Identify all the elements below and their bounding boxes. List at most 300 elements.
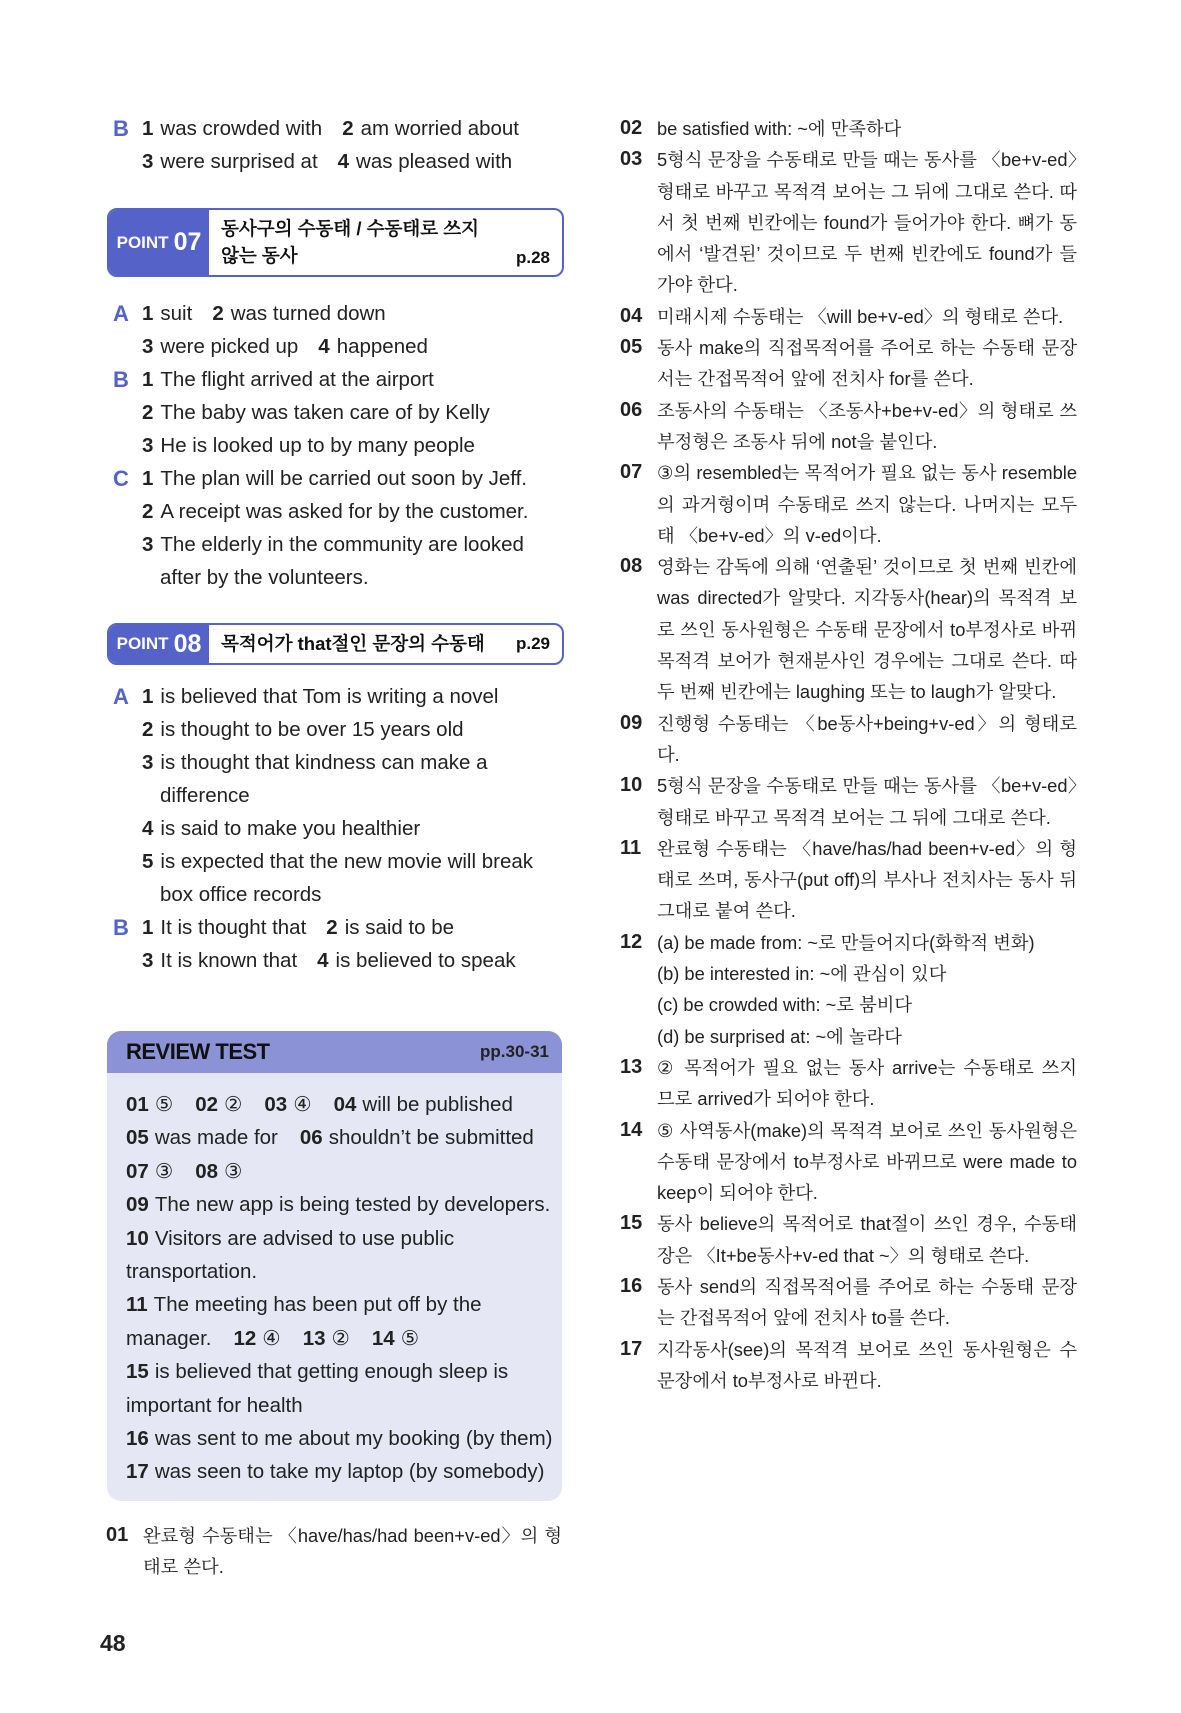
item-number: 03 <box>264 1093 288 1116</box>
answer-row <box>126 1455 562 1488</box>
explanation-line: 조동사의 수동태는 〈조동사+be+v-ed〉의 형태로 쓰 <box>657 399 1077 421</box>
answer-item <box>142 751 487 774</box>
item-number: 1 <box>142 685 154 708</box>
item-number: 14 <box>371 1326 395 1350</box>
answer-row <box>126 1121 562 1154</box>
item-text: important for health <box>126 1393 303 1417</box>
explanation-number: 02 <box>620 117 643 139</box>
explanation-item <box>620 1115 1077 1209</box>
explanation-item <box>620 1208 1077 1271</box>
item-text: The plan will be carried out soon by Jeff. <box>160 467 527 490</box>
item-text: ③ <box>224 1159 243 1183</box>
answer-line <box>142 713 484 746</box>
item-text: is expected that the new movie will break <box>160 850 534 873</box>
answer-line <box>142 911 474 944</box>
explanation-number: 07 <box>620 461 643 484</box>
explanation-line: (d) be surprised at: ~에 놀라다 <box>657 1025 902 1047</box>
item-number: 07 <box>126 1159 149 1183</box>
explanation-line: (b) be interested in: ~에 관심이 있다 <box>657 963 947 985</box>
answer-row <box>113 812 563 845</box>
point-label: POINT <box>116 232 169 252</box>
explanation-line: 서는 간접목적어 앞에 전치사 for를 쓴다. <box>657 368 974 390</box>
page-reference: p.29 <box>515 634 550 653</box>
item-number: 2 <box>142 500 154 523</box>
answer-item <box>142 150 318 173</box>
item-number: 13 <box>302 1326 326 1350</box>
answer-line <box>126 1227 476 1250</box>
item-number: 3 <box>142 434 154 457</box>
answer-item <box>160 784 250 807</box>
item-number: 09 <box>126 1193 149 1217</box>
item-text: manager. <box>126 1326 212 1350</box>
answer-item <box>126 1160 173 1183</box>
explanation-line: ③의 resembled는 목적어가 필요 없는 동사 resemble <box>657 462 1077 484</box>
explanation-text <box>657 332 1077 395</box>
explanation-number: 01 <box>106 1524 129 1546</box>
point-title-line: 않는 동사 <box>221 245 298 266</box>
explanation-item <box>620 457 1077 551</box>
answer-row <box>113 911 563 944</box>
answer-line <box>142 297 406 330</box>
item-number: 15 <box>126 1360 149 1384</box>
answer-item <box>126 1394 303 1417</box>
item-number: 1 <box>142 368 154 391</box>
answer-row <box>126 1255 562 1288</box>
item-number: 2 <box>212 302 224 325</box>
answer-row <box>113 396 563 429</box>
item-text: suit <box>160 302 193 325</box>
answer-row <box>126 1322 562 1355</box>
item-text: is said to be <box>344 916 455 939</box>
item-text: was made for <box>154 1126 278 1150</box>
answer-row <box>113 363 563 396</box>
explanation-text <box>657 1115 1077 1209</box>
item-text: The meeting has been put off by the <box>153 1293 482 1317</box>
answer-item <box>142 949 297 972</box>
explanation-number: 11 <box>620 836 642 859</box>
answer-item <box>142 718 464 741</box>
answer-item <box>372 1327 419 1350</box>
explanation-line: (a) be made from: ~로 만들어지다(화학적 변화) <box>657 931 1035 953</box>
explanation-item <box>620 927 1077 1052</box>
item-text: ⑤ <box>400 1326 420 1350</box>
answer-line <box>126 1427 562 1450</box>
explanation-item <box>620 708 1077 771</box>
item-text: ④ <box>262 1326 281 1350</box>
explanation-line: 완료형 수동태는 〈have/has/had been+v-ed〉의 형 <box>143 1525 562 1546</box>
review-test-header <box>107 1031 562 1073</box>
item-number: 3 <box>142 949 154 972</box>
explanation-line: 다. <box>657 743 680 765</box>
answer-line <box>142 429 495 462</box>
answer-row <box>113 112 563 145</box>
item-text: is thought to be over 15 years old <box>160 718 464 741</box>
item-text: It is thought that <box>160 916 307 939</box>
explanation-line: 형태로 바꾸고 목적격 보어는 그 뒤에 그대로 쓴다. 따 <box>657 180 1077 202</box>
explanation-item <box>620 113 1077 144</box>
answer-item <box>142 467 527 490</box>
explanation-line: 완료형 수동태는 〈have/has/had been+v-ed〉의 형 <box>657 837 1077 859</box>
explanation-line: 미래시제 수동태는 〈will be+v-ed〉의 형태로 쓴다. <box>657 305 1064 327</box>
explanation-number: 10 <box>620 774 643 797</box>
explanation-line: 서 첫 번째 빈칸에는 found가 들어가야 한다. 뼈가 동 <box>657 211 1077 233</box>
explanation-number: 05 <box>620 336 643 359</box>
explanation-line: 영화는 감독에 의해 ‘연출된’ 것이므로 첫 번째 빈칸에 <box>657 556 1077 578</box>
item-number: 3 <box>142 150 154 173</box>
item-text: box office records <box>160 883 322 906</box>
answer-item <box>317 949 515 972</box>
item-number: 2 <box>326 916 338 939</box>
answer-line <box>160 878 341 911</box>
explanation-01 <box>106 1520 562 1583</box>
answer-line <box>126 1193 562 1216</box>
point-title-line: 동사구의 수동태 / 수동태로 쓰지 <box>221 218 480 239</box>
explanation-number: 14 <box>620 1118 643 1141</box>
item-number: 16 <box>126 1426 149 1450</box>
item-text: were surprised at <box>160 150 318 173</box>
explanation-item <box>620 301 1077 332</box>
answer-row <box>126 1088 562 1121</box>
section-letter: B <box>113 116 129 141</box>
item-text: He is looked up to by many people <box>160 434 475 457</box>
answer-item <box>195 1160 242 1183</box>
answer-item <box>142 850 533 873</box>
item-number: 4 <box>337 150 350 173</box>
item-number: 4 <box>318 335 330 358</box>
explanation-line: ⑤ 사역동사(make)의 목적격 보어로 쓰인 동사원형은 <box>657 1119 1077 1141</box>
item-text: were picked up <box>160 335 299 358</box>
item-number: 4 <box>142 817 154 840</box>
answer-item <box>195 1093 242 1116</box>
explanation-line: 에서 ‘발견된’ 것이므로 두 번째 빈칸에도 found가 들 <box>657 243 1077 265</box>
answer-line <box>160 779 270 812</box>
explanation-text <box>657 708 1077 771</box>
answer-line <box>142 680 518 713</box>
explanation-line: be satisfied with: ~에 만족하다 <box>657 118 902 139</box>
answer-row <box>113 878 563 911</box>
point-number: 08 <box>173 629 202 658</box>
page-reference: pp.30-31 <box>480 1042 549 1061</box>
answer-item <box>142 368 434 391</box>
item-number: 2 <box>342 117 354 140</box>
answer-item <box>126 1327 211 1350</box>
answer-item <box>160 883 321 906</box>
explanation-item <box>620 1334 1077 1397</box>
answer-item <box>300 1126 534 1149</box>
answer-row <box>113 462 563 495</box>
answer-line <box>126 1327 441 1350</box>
answer-row <box>113 713 563 746</box>
point-08-answers <box>113 680 563 977</box>
answer-row <box>113 561 563 594</box>
explanation-line: 문장에서 to부정사로 바뀐다. <box>657 1369 882 1391</box>
answer-line <box>142 145 532 178</box>
section-letter: B <box>113 367 129 392</box>
item-text: ④ <box>293 1093 312 1116</box>
answer-item <box>212 302 385 325</box>
answer-item <box>142 335 298 358</box>
explanation-item <box>620 395 1077 458</box>
answer-item <box>264 1093 311 1116</box>
answer-item <box>142 500 528 523</box>
item-text: Visitors are advised to use public <box>154 1226 455 1250</box>
item-number: 10 <box>126 1226 149 1250</box>
explanation-line: ② 목적어가 필요 없는 동사 arrive는 수동태로 쓰지 <box>657 1056 1077 1078</box>
explanation-number: 13 <box>620 1055 643 1078</box>
item-text: shouldn’t be submitted <box>328 1126 534 1150</box>
explanation-text <box>657 1052 1077 1115</box>
item-text: is said to make you healthier <box>160 817 421 840</box>
item-text: was turned down <box>230 302 386 325</box>
item-number: 06 <box>299 1126 323 1150</box>
answer-item <box>318 335 428 358</box>
answer-item <box>233 1327 280 1350</box>
answer-item <box>126 1360 508 1383</box>
item-text: The elderly in the community are looked <box>160 533 524 556</box>
answer-line <box>126 1160 264 1183</box>
explanation-number: 15 <box>620 1212 643 1235</box>
answer-item <box>126 1460 545 1483</box>
answer-item <box>326 916 454 939</box>
answer-row <box>113 746 563 779</box>
explanation-item <box>620 144 1077 300</box>
explanation-number: 06 <box>620 398 643 421</box>
answer-item <box>142 302 192 325</box>
explanation-item <box>620 551 1077 707</box>
answer-item <box>142 434 475 457</box>
item-text: after by the volunteers. <box>160 566 369 589</box>
page-number: 48 <box>100 1630 126 1656</box>
explanation-text <box>657 1271 1077 1334</box>
item-number: 12 <box>233 1326 257 1350</box>
item-text: ② <box>224 1093 243 1116</box>
item-number: 2 <box>142 401 154 424</box>
item-text: difference <box>160 784 250 807</box>
item-number: 5 <box>142 850 154 873</box>
answer-item <box>142 817 420 840</box>
explanation-text <box>657 457 1077 551</box>
item-number: 02 <box>195 1093 219 1116</box>
answer-row <box>113 145 563 178</box>
item-number: 1 <box>142 916 154 939</box>
explanation-text <box>657 833 1077 927</box>
answer-row <box>126 1155 562 1188</box>
answer-row <box>113 297 563 330</box>
explanation-line: was directed가 알맞다. 지각동사(hear)의 목적격 보 <box>657 587 1077 609</box>
answer-line <box>142 495 548 528</box>
answer-item <box>126 1260 257 1283</box>
answer-item <box>338 150 513 173</box>
explanation-line: (c) be crowded with: ~로 붐비다 <box>657 994 913 1016</box>
explanation-item <box>620 1052 1077 1115</box>
explanation-line: 로 쓰인 동사원형은 수동태 문장에서 to부정사로 바뀌 <box>657 618 1077 640</box>
answer-line <box>142 462 547 495</box>
answer-line <box>126 1126 556 1149</box>
answer-item <box>142 117 322 140</box>
explanation-number: 17 <box>620 1337 643 1360</box>
answer-item <box>142 916 306 939</box>
answer-row <box>113 779 563 812</box>
explanation-number: 03 <box>620 148 643 171</box>
point-08-header <box>107 623 564 665</box>
answer-item <box>126 1227 454 1250</box>
explanation-line: 형태로 바꾸고 목적격 보어는 그 뒤에 그대로 쓴다. <box>657 806 1051 828</box>
answer-item <box>126 1093 173 1116</box>
explanation-line: 두 번째 빈칸에는 laughing 또는 to laugh가 알맞다. <box>657 681 1057 703</box>
explanation-line: 5형식 문장을 수동태로 만들 때는 동사를 〈be+v-ed〉 <box>657 149 1077 171</box>
item-text: is thought that kindness can make a <box>160 751 488 774</box>
item-text: The baby was taken care of by Kelly <box>160 401 490 424</box>
item-number: 05 <box>126 1126 149 1150</box>
answer-row <box>113 680 563 713</box>
answer-line <box>126 1093 535 1116</box>
explanation-text <box>657 144 1077 300</box>
point-label: POINT <box>116 634 169 653</box>
item-text: It is known that <box>160 949 298 972</box>
explanation-text <box>657 1334 1077 1397</box>
answer-line <box>142 363 454 396</box>
answer-row <box>113 330 563 363</box>
explanation-line: 의 과거형이며 수동태로 쓰지 않는다. 나머지는 모두 <box>657 493 1077 515</box>
answer-row <box>126 1389 562 1422</box>
answer-line <box>142 812 440 845</box>
explanation-line: 부정형은 조동사 뒤에 not을 붙인다. <box>657 430 938 452</box>
answer-line <box>126 1360 530 1383</box>
item-text: is believed to speak <box>335 949 516 972</box>
item-text: am worried about <box>360 117 519 140</box>
answer-item <box>160 566 369 589</box>
explanation-line: 진행형 수동태는 〈be동사+being+v-ed〉의 형태로 <box>657 712 1077 734</box>
explanation-number: 08 <box>620 555 643 578</box>
explanation-text <box>657 113 1077 144</box>
answer-row <box>113 495 563 528</box>
answer-item <box>126 1293 482 1316</box>
section-letter: A <box>113 684 129 709</box>
answer-item <box>342 117 519 140</box>
explanation-line: 장은 〈It+be동사+v-ed that ~〉의 형태로 쓴다. <box>657 1244 1030 1266</box>
review-test-title: REVIEW TEST <box>126 1039 270 1064</box>
item-number: 3 <box>142 533 154 556</box>
answer-row <box>113 429 563 462</box>
answer-line <box>126 1460 562 1483</box>
explanation-line: 므로 arrived가 되어야 한다. <box>657 1088 875 1110</box>
point-07-answers <box>113 297 563 594</box>
answer-item <box>126 1126 278 1149</box>
point-07-header <box>107 208 564 277</box>
answer-row <box>113 528 563 561</box>
answer-line <box>142 330 448 363</box>
explanation-line: 는 간접목적어 앞에 전치사 to를 쓴다. <box>657 1307 950 1329</box>
explanation-text <box>657 301 1077 332</box>
answer-line <box>142 528 544 561</box>
item-text: happened <box>336 335 428 358</box>
answer-row <box>126 1355 562 1388</box>
answer-row <box>113 944 563 977</box>
explanation-line: 동사 believe의 목적어로 that절이 쓰인 경우, 수동태 <box>657 1213 1077 1235</box>
explanation-line: 그대로 붙여 쓴다. <box>657 900 796 922</box>
item-text: The new app is being tested by developers. <box>154 1193 551 1217</box>
point-number: 07 <box>173 228 202 256</box>
item-number: 2 <box>142 718 154 741</box>
section-letter: B <box>113 915 129 940</box>
explanation-line: 가야 한다. <box>657 274 738 296</box>
item-text: transportation. <box>126 1259 258 1283</box>
explanation-line: 태로 쓰며, 동사구(put off)의 부사나 전치사는 동사 뒤 <box>657 869 1077 891</box>
item-text: ⑤ <box>154 1093 174 1116</box>
explanation-line: 태 〈be+v-ed〉의 v-ed이다. <box>657 524 882 546</box>
point-title-line: 목적어가 that절인 문장의 수동태 <box>221 633 485 654</box>
item-number: 01 <box>126 1093 149 1116</box>
explanation-number: 16 <box>620 1274 643 1297</box>
point-title <box>209 210 562 275</box>
explanation-text <box>657 927 1077 1052</box>
answer-item <box>303 1327 350 1350</box>
item-number: 17 <box>126 1460 149 1484</box>
item-number: 1 <box>142 302 154 325</box>
answer-line <box>142 944 536 977</box>
explanation-number: 12 <box>620 930 643 953</box>
answer-line <box>142 396 510 429</box>
item-text: ② <box>331 1326 350 1350</box>
section-letter: C <box>113 466 129 491</box>
answer-line <box>126 1293 504 1316</box>
explanation-line: 동사 send의 직접목적어를 주어로 하는 수동태 문장 <box>657 1275 1077 1297</box>
page-reference: p.28 <box>515 248 550 267</box>
item-number: 4 <box>317 949 329 972</box>
item-text: will be published <box>362 1093 513 1116</box>
section-letter: A <box>113 301 129 326</box>
explanation-line: keep이 되어야 한다. <box>657 1182 818 1204</box>
explanations-column <box>620 113 1077 1396</box>
answer-item <box>142 533 524 556</box>
answer-line <box>142 845 553 878</box>
answer-item <box>142 685 498 708</box>
point-badge <box>109 625 209 663</box>
item-number: 3 <box>142 335 154 358</box>
explanation-text <box>657 395 1077 458</box>
item-number: 1 <box>142 467 154 490</box>
answer-row <box>126 1288 562 1321</box>
point-badge <box>109 210 209 275</box>
item-text: The flight arrived at the airport <box>160 368 434 391</box>
item-text: ③ <box>154 1159 174 1183</box>
answer-line <box>126 1394 325 1417</box>
answer-item <box>126 1193 550 1216</box>
item-text: was crowded with <box>160 117 323 140</box>
answer-line <box>160 561 389 594</box>
explanation-line: 5형식 문장을 수동태로 만들 때는 동사를 〈be+v-ed〉 <box>657 775 1077 797</box>
item-text: was sent to me about my booking (by them) <box>154 1426 553 1450</box>
explanation-line: 태로 쓴다. <box>143 1556 224 1578</box>
item-text: was seen to take my laptop (by somebody) <box>154 1460 545 1484</box>
explanation-text <box>657 551 1077 707</box>
item-text: A receipt was asked for by the customer. <box>160 500 529 523</box>
explanation-item <box>620 332 1077 395</box>
explanation-text <box>657 770 1077 833</box>
review-test-box <box>107 1031 562 1501</box>
explanation-text <box>143 1520 562 1583</box>
explanation-item <box>620 833 1077 927</box>
explanation-number: 09 <box>620 711 643 734</box>
answer-line <box>126 1260 279 1283</box>
answer-row <box>126 1188 562 1221</box>
item-number: 3 <box>142 751 154 774</box>
explanation-line: 수동태 문장에서 to부정사로 바뀌므로 were made to <box>657 1150 1077 1172</box>
answers-b-top <box>113 112 563 178</box>
item-number: 1 <box>142 117 154 140</box>
answer-row <box>113 845 563 878</box>
answer-item <box>142 401 490 424</box>
